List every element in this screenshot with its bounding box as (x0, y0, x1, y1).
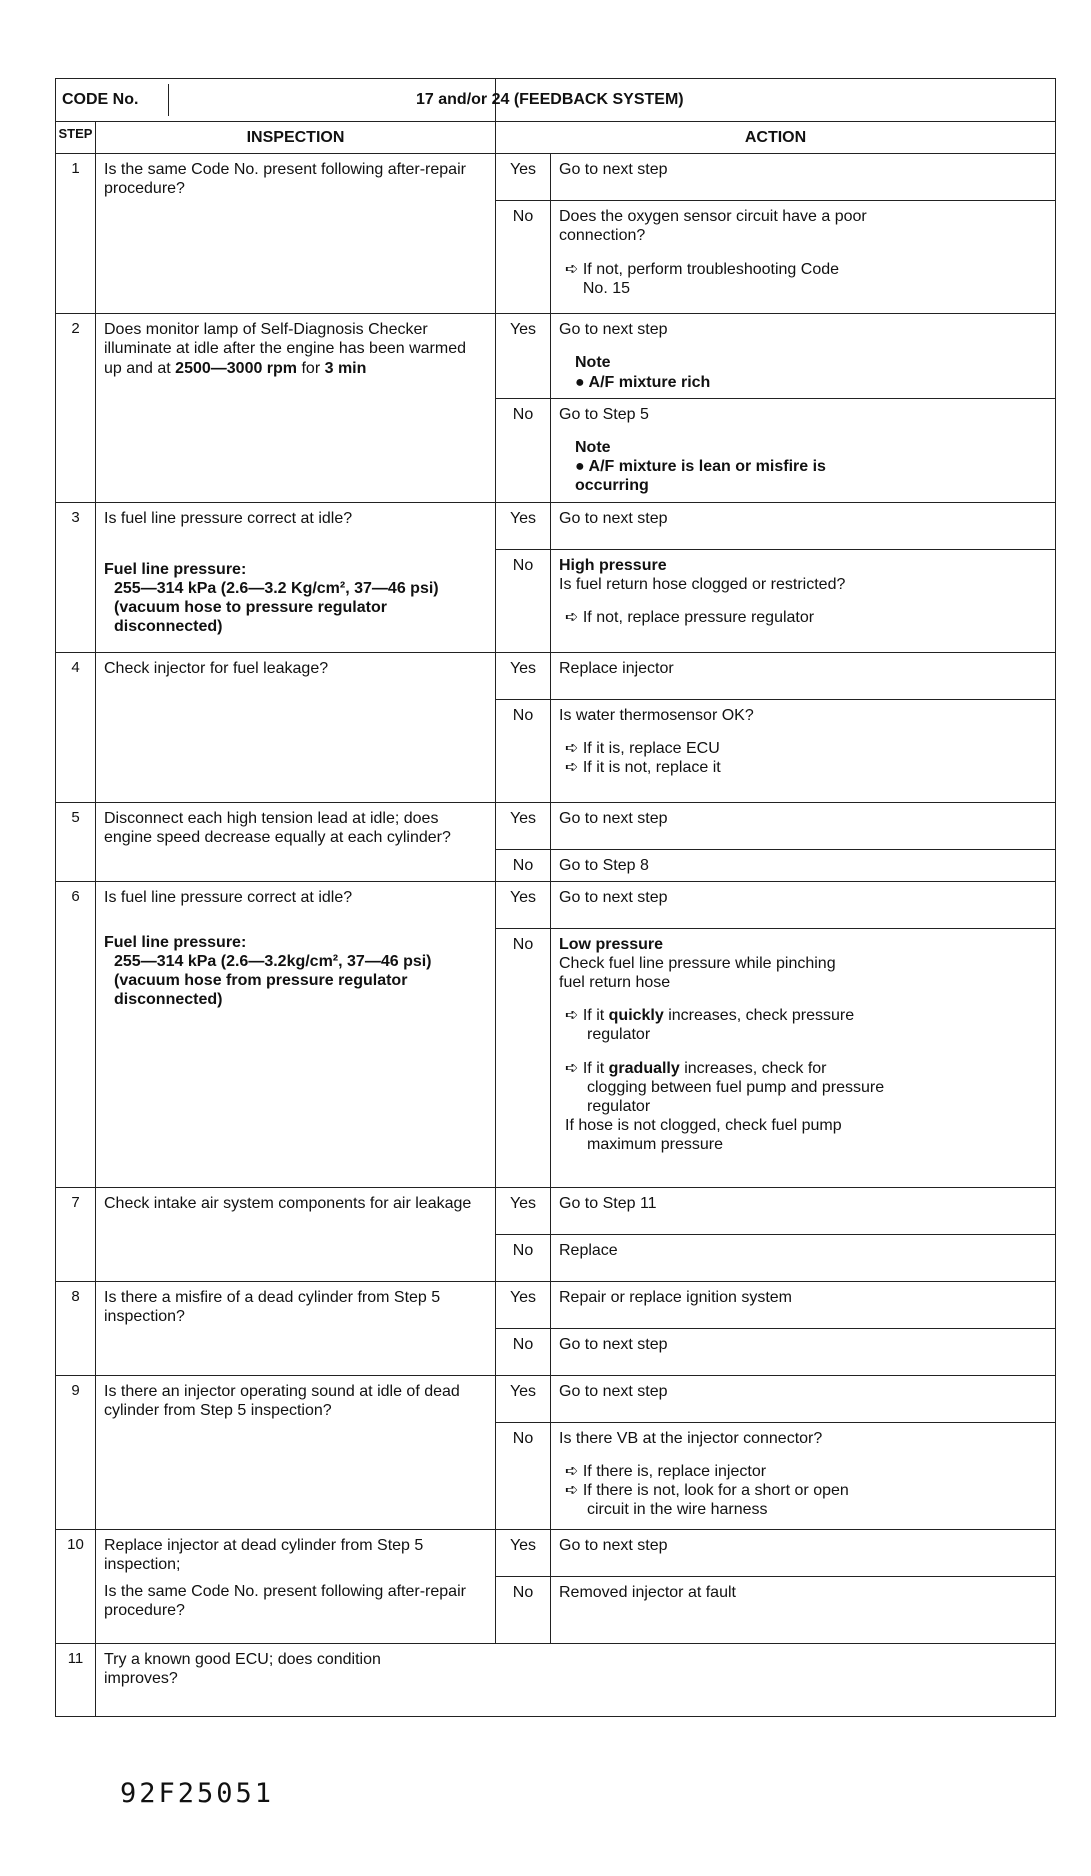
no-label: No (496, 201, 551, 314)
no-action: Check fuel line pressure while pinching fuel return hose (559, 954, 836, 992)
no-action-cell (551, 1422, 1056, 1529)
column-header-row (56, 122, 1056, 154)
inspection-cell (96, 502, 496, 652)
note-title: Note (575, 438, 611, 456)
inspection-text: Try a known good ECU; does condition improves? (96, 1643, 1056, 1716)
table-row (56, 314, 1056, 399)
step-number: 7 (56, 1187, 96, 1281)
arrow-icon: ➪ (565, 1059, 579, 1077)
arrow-item: ➪ If it is, replace ECU (565, 739, 720, 757)
arrow-item: ➪ If it is not, replace it (565, 758, 721, 776)
inspection-cell (96, 1529, 496, 1643)
arrow-icon: ➪ (565, 1482, 579, 1500)
no-action-cell (551, 398, 1056, 502)
yes-action-cell (551, 314, 1056, 399)
yes-label: Yes (496, 1529, 551, 1576)
no-label: No (496, 1234, 551, 1281)
yes-action: Go to next step (559, 321, 668, 339)
pressure-value: 255—314 kPa (2.6—3.2 Kg/cm², 37—46 psi) (vacuum hose to pressure regulator disconnected) (114, 579, 439, 636)
inspection-text: Is fuel line pressure correct at idle? (104, 509, 353, 527)
arrow-item: ➪ If there is, replace injector (565, 1462, 767, 1480)
inspection-text: Is the same Code No. present following after-repair procedure? (96, 154, 496, 314)
table-row (56, 154, 1056, 201)
arrow-item: ➪ If it quickly increases, check pressure regulator (565, 1007, 855, 1044)
no-title: High pressure (559, 556, 667, 574)
yes-label: Yes (496, 314, 551, 399)
pressure-value: 255—314 kPa (2.6—3.2kg/cm², 37—46 psi) (vacuum hose from pressure regulator disconnected) (114, 953, 432, 1009)
no-action: Does the oxygen sensor circuit have a poor connection? (559, 208, 867, 245)
yes-action: Go to next step (551, 154, 1056, 201)
no-action: Is fuel return hose clogged or restricted? (559, 575, 846, 593)
note-title: Note (575, 354, 611, 372)
no-action: Go to Step 5 (559, 405, 649, 423)
no-action-cell (551, 928, 1056, 1187)
no-action: Is there VB at the injector connector? (559, 1429, 823, 1447)
inspection-text: Check injector for fuel leakage? (96, 652, 496, 802)
no-label: No (496, 1422, 551, 1529)
no-action: Go to Step 8 (551, 849, 1056, 881)
inspection-text: Disconnect each high tension lead at idle; does engine speed decrease equally at each cylinder? (96, 802, 496, 881)
yes-action: Repair or replace ignition system (551, 1281, 1056, 1328)
inspection-text: Check intake air system components for air leakage (96, 1187, 496, 1281)
note-text: ● A/F mixture rich (575, 373, 711, 391)
no-label: No (496, 699, 551, 802)
step-number: 5 (56, 802, 96, 881)
arrow-icon: ➪ (565, 260, 579, 278)
yes-label: Yes (496, 1281, 551, 1328)
step-column-header: STEP (56, 122, 96, 154)
no-action: Replace (551, 1234, 1056, 1281)
arrow-icon: ➪ (565, 1007, 579, 1025)
troubleshooting-table (55, 78, 1055, 1717)
table-row (56, 1643, 1056, 1716)
step-number: 9 (56, 1375, 96, 1529)
inspection-cell (96, 881, 496, 1187)
step-number: 4 (56, 652, 96, 802)
yes-label: Yes (496, 1375, 551, 1422)
table-row (56, 652, 1056, 699)
code-header-row (56, 79, 1056, 122)
no-label: No (496, 549, 551, 652)
no-action: Is water thermosensor OK? (559, 706, 754, 724)
step-number: 1 (56, 154, 96, 314)
yes-label: Yes (496, 1187, 551, 1234)
arrow-icon: ➪ (565, 739, 579, 757)
inspection-cell: Does monitor lamp of Self-Diagnosis Checker illuminate at idle after the engine has been warmed up and at 2500—3000 rpm for 3 min (96, 314, 496, 502)
arrow-icon: ➪ (565, 1462, 579, 1480)
step-number: 10 (56, 1529, 96, 1643)
yes-label: Yes (496, 502, 551, 549)
step-number: 6 (56, 881, 96, 1187)
inspection-column-header: INSPECTION (96, 122, 496, 154)
inspection-text: Is the same Code No. present following after-repair procedure? (104, 1583, 466, 1620)
arrow-icon: ➪ (565, 758, 579, 776)
step-number: 3 (56, 502, 96, 652)
inspection-text: Replace injector at dead cylinder from Step 5 inspection; (104, 1536, 424, 1573)
yes-action: Go to Step 11 (551, 1187, 1056, 1234)
yes-label: Yes (496, 154, 551, 201)
arrow-extra: If hose is not clogged, check fuel pump maximum pressure (565, 1117, 842, 1154)
pressure-title: Fuel line pressure: (104, 560, 247, 578)
step-number: 8 (56, 1281, 96, 1375)
no-label: No (496, 1576, 551, 1643)
yes-label: Yes (496, 652, 551, 699)
arrow-item: ➪ If not, replace pressure regulator (565, 608, 815, 626)
no-label: No (496, 928, 551, 1187)
arrow-item: ➪ If not, perform troubleshooting Code No. 15 (565, 260, 840, 297)
inspection-text: Is there a misfire of a dead cylinder from Step 5 inspection? (96, 1281, 496, 1375)
no-title: Low pressure (559, 935, 664, 953)
no-action: Removed injector at fault (551, 1576, 1056, 1643)
no-action-cell (551, 201, 1056, 314)
arrow-item: ➪ If it gradually increases, check for clogging between fuel pump and pressure regulator (565, 1059, 885, 1115)
figure-code: 92F25051 (120, 1778, 275, 1809)
rpm-range: 2500—3000 rpm (175, 359, 298, 377)
step-number: 11 (56, 1643, 96, 1716)
no-label: No (496, 398, 551, 502)
duration: 3 min (324, 359, 367, 377)
inspection-text: Is fuel line pressure correct at idle? (104, 888, 353, 906)
code-value: 17 and/or 24 (FEEDBACK SYSTEM) (416, 79, 976, 122)
no-action: Go to next step (551, 1328, 1056, 1375)
table-row (56, 1187, 1056, 1234)
yes-action: Go to next step (551, 1529, 1056, 1576)
pressure-title: Fuel line pressure: (104, 933, 247, 951)
yes-label: Yes (496, 881, 551, 928)
step-number: 2 (56, 314, 96, 502)
table-row (56, 802, 1056, 849)
no-action-cell (551, 699, 1056, 802)
table-row (56, 1529, 1056, 1576)
yes-action: Go to next step (551, 881, 1056, 928)
table-row (56, 1375, 1056, 1422)
no-label: No (496, 849, 551, 881)
arrow-item: ➪ If there is not, look for a short or open circuit in the wire harness (565, 1482, 849, 1519)
table-row (56, 1281, 1056, 1328)
table-row (56, 502, 1056, 549)
no-action-cell (551, 549, 1056, 652)
yes-label: Yes (496, 802, 551, 849)
code-label: CODE No. (56, 84, 169, 115)
action-column-header: ACTION (496, 122, 1056, 154)
table-row (56, 881, 1056, 928)
no-label: No (496, 1328, 551, 1375)
note-text: ● A/F mixture is lean or misfire is occurring (575, 458, 826, 495)
yes-action: Go to next step (551, 802, 1056, 849)
yes-action: Go to next step (551, 1375, 1056, 1422)
yes-action: Go to next step (551, 502, 1056, 549)
yes-action: Replace injector (551, 652, 1056, 699)
inspection-text: Is there an injector operating sound at idle of dead cylinder from Step 5 inspection? (96, 1375, 496, 1529)
arrow-icon: ➪ (565, 608, 579, 626)
